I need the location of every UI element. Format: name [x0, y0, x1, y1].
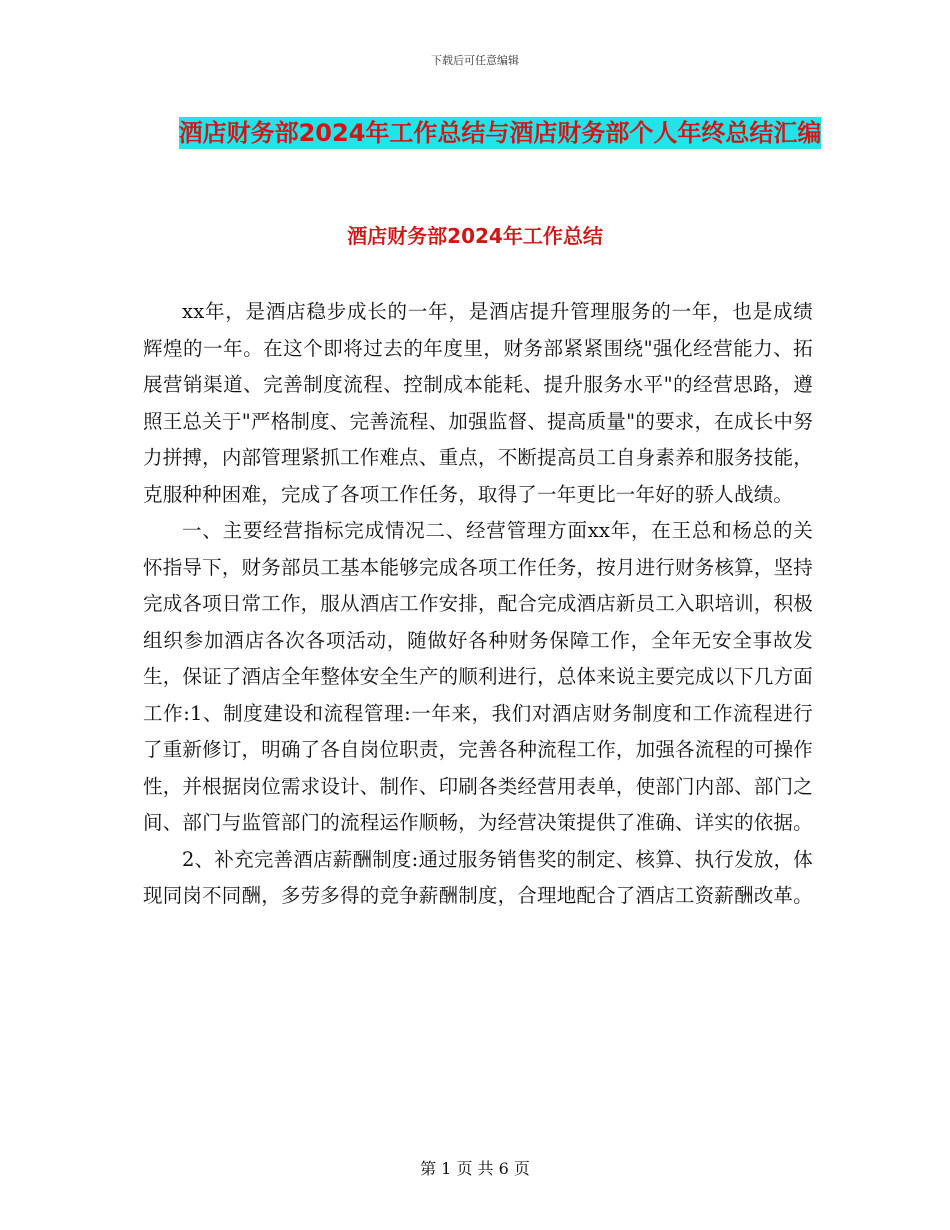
- body-paragraph-3: 2、补充完善酒店薪酬制度:通过服务销售奖的制定、核算、执行发放，体现同岗不同酬，多劳多得的竞争薪酬制度，合理地配合了酒店工资薪酬改革。: [143, 847, 813, 907]
- document-title-text: 酒店财务部2024年工作总结与酒店财务部个人年终总结汇编: [178, 119, 822, 147]
- body-paragraph-2: 一、主要经营指标完成情况二、经营管理方面xx年，在王总和杨总的关怀指导下，财务部员工基本能够完成各项工作任务，按月进行财务核算，坚持完成各项日常工作，服从酒店工作安排，配合完成酒店新员工入职培训，积极组织参加酒店各次各项活动，随做好各种财务保障工作，全年无安全事故发生，保证了酒店全年整体安全生产的顺利进行，总体来说主要完成以下几方面工作:1、制度建设和流程管理:一年来，我们对酒店财务制度和工作流程进行了重新修订，明确了各自岗位职责，完善各种流程工作，加强各流程的可操作性，并根据岗位需求设计、制作、印刷各类经营用表单，使部门内部、部门之间、部门与监管部门的流程运作顺畅，为经营决策提供了准确、详实的依据。: [143, 519, 813, 834]
- document-title: [140, 110, 860, 156]
- body-paragraph-1: xx年，是酒店稳步成长的一年，是酒店提升管理服务的一年，也是成绩辉煌的一年。在这个即将过去的年度里，财务部紧紧围绕"强化经营能力、拓展营销渠道、完善制度流程、控制成本能耗、提升服务水平"的经营思路，遵照王总关于"严格制度、完善流程、加强监督、提高质量"的要求，在成长中努力拼搏，内部管理紧抓工作难点、重点，不断提高员工自身素养和服务技能，克服种种困难，完成了各项工作任务，取得了一年更比一年好的骄人战绩。: [143, 300, 813, 506]
- page-footer: 第 1 页 共 6 页: [420, 1159, 530, 1178]
- header-note: 下载后可任意编辑: [431, 54, 519, 67]
- document-body: [143, 294, 813, 915]
- section-title: 酒店财务部2024年工作总结: [347, 224, 603, 248]
